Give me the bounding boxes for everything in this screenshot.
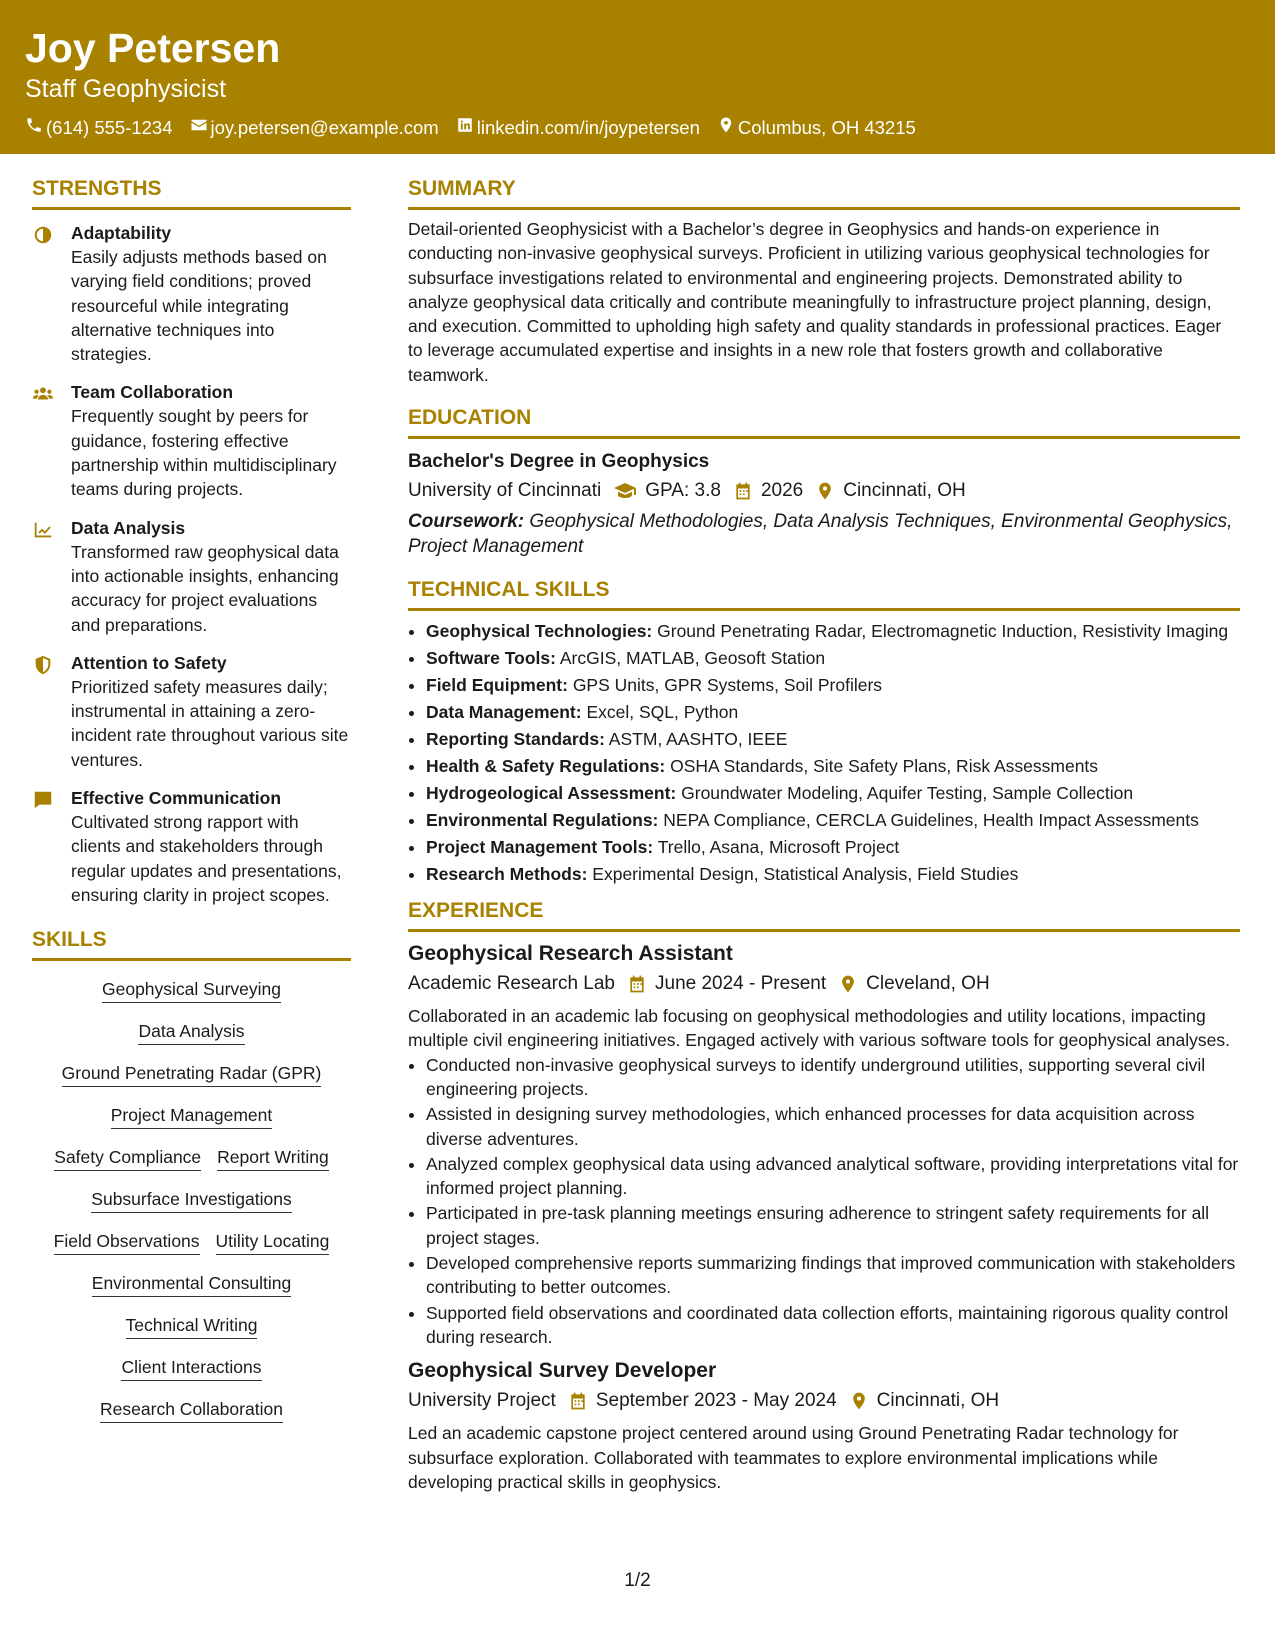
users-icon bbox=[32, 383, 54, 405]
job-meta bbox=[408, 1387, 1240, 1415]
skill-tag: Technical Writing bbox=[126, 1313, 258, 1339]
skill-tag: Report Writing bbox=[217, 1145, 329, 1171]
skill-tag: Subsurface Investigations bbox=[91, 1187, 291, 1213]
summary-heading: SUMMARY bbox=[408, 176, 1240, 210]
skill-row bbox=[32, 1397, 351, 1423]
education-heading: EDUCATION bbox=[408, 405, 1240, 439]
skill-values: GPS Units, GPR Systems, Soil Profilers bbox=[567, 675, 883, 696]
education-year: 2026 bbox=[760, 480, 804, 502]
skill-category: Hydrogeological Assessment: bbox=[426, 783, 677, 804]
skill-values: Excel, SQL, Python bbox=[581, 702, 739, 723]
skill-tag: Data Analysis bbox=[138, 1019, 244, 1045]
skill-tag: Geophysical Surveying bbox=[102, 977, 281, 1003]
comment-icon bbox=[32, 789, 54, 811]
list-item: • Supported field observations and coordinated data collection efforts, maintaining rigorous quality control during research. bbox=[426, 1301, 1240, 1350]
left-column bbox=[32, 176, 351, 1423]
skill-category: Health & Safety Regulations: bbox=[426, 756, 666, 777]
skill-row bbox=[32, 1313, 351, 1339]
strength-item bbox=[32, 517, 351, 637]
strengths-list bbox=[32, 222, 351, 907]
strength-title: Team Collaboration bbox=[71, 382, 234, 403]
email-text: joy.petersen@example.com bbox=[210, 117, 439, 138]
skill-tag: Research Collaboration bbox=[100, 1397, 283, 1423]
strength-title: Attention to Safety bbox=[71, 652, 227, 673]
education-meta bbox=[408, 477, 1240, 505]
skill-values: Groundwater Modeling, Aquifer Testing, Sample Collection bbox=[676, 783, 1134, 804]
skill-row bbox=[32, 1187, 351, 1213]
calendar-icon bbox=[627, 974, 647, 994]
skill-values: Trello, Asana, Microsoft Project bbox=[653, 837, 900, 858]
map-pin-icon bbox=[815, 481, 835, 501]
list-item: • Conducted non-invasive geophysical surveys to identify underground utilities, supporting several civil engineering projects. bbox=[426, 1053, 1240, 1102]
strength-title: Adaptability bbox=[71, 223, 172, 243]
list-item bbox=[426, 808, 1240, 832]
chart-line-icon bbox=[32, 519, 54, 541]
skill-category: Field Equipment: bbox=[426, 675, 568, 696]
calendar-icon bbox=[733, 481, 753, 501]
job-description: Collaborated in an academic lab focusing on geophysical methodologies and utility locations, impacting multiple civil engineering initiatives. Engaged actively with various software tools for geophysical analyses. bbox=[408, 1006, 1230, 1051]
job-title: Geophysical Research Assistant bbox=[408, 942, 733, 966]
list-item bbox=[426, 862, 1240, 886]
education-school: University of Cincinnati bbox=[408, 480, 602, 502]
skill-category: Environmental Regulations: bbox=[426, 810, 659, 831]
job-description: Led an academic capstone project centered around using Ground Penetrating Radar technology for subsurface exploration. Collaborated with teammates to explore environmental implications while developing practical skills in geophysics. bbox=[408, 1423, 1179, 1492]
skills-heading: SKILLS bbox=[32, 927, 351, 961]
contact-email[interactable] bbox=[190, 116, 439, 140]
map-pin-icon bbox=[849, 1391, 869, 1411]
skill-category: Geophysical Technologies: bbox=[426, 621, 653, 642]
contact-linkedin[interactable] bbox=[456, 116, 700, 140]
contact-phone[interactable] bbox=[25, 116, 173, 140]
technical-skills-list bbox=[408, 619, 1240, 886]
skill-row bbox=[32, 977, 351, 1003]
strength-title: Data Analysis bbox=[71, 517, 186, 538]
list-item bbox=[426, 781, 1240, 805]
job-bullets bbox=[408, 1053, 1240, 1350]
skill-category: Software Tools: bbox=[426, 648, 556, 669]
skill-category: Data Management: bbox=[426, 702, 582, 723]
skill-row bbox=[32, 1061, 351, 1087]
education-degree: Bachelor's Degree in Geophysics bbox=[408, 451, 710, 473]
strength-item bbox=[32, 381, 351, 501]
phone-text: (614) 555-1234 bbox=[46, 117, 173, 138]
candidate-name: Joy Petersen bbox=[25, 25, 281, 71]
coursework-label: Coursework: bbox=[408, 511, 525, 533]
list-item bbox=[426, 646, 1240, 670]
skill-tag: Field Observations bbox=[54, 1229, 200, 1255]
strength-desc: Transformed raw geophysical data into actionable insights, enhancing accuracy for project evaluations and preparations. bbox=[71, 541, 339, 635]
resume-header bbox=[0, 0, 1275, 154]
skill-row bbox=[32, 1355, 351, 1381]
map-pin-icon bbox=[717, 116, 738, 140]
skill-values: ASTM, AASHTO, IEEE bbox=[604, 729, 788, 750]
list-item bbox=[426, 754, 1240, 778]
strength-desc: Prioritized safety measures daily; instrumental in attaining a zero-incident rate throughout various site ventures. bbox=[71, 676, 349, 770]
linkedin-icon bbox=[456, 116, 477, 140]
candidate-title: Staff Geophysicist bbox=[25, 75, 227, 103]
job-dates: June 2024 - Present bbox=[655, 973, 827, 995]
job-location: Cleveland, OH bbox=[866, 973, 990, 995]
skill-row bbox=[32, 1271, 351, 1297]
right-column bbox=[408, 176, 1240, 1494]
location-text: Columbus, OH 43215 bbox=[737, 117, 916, 138]
skill-tag: Project Management bbox=[111, 1103, 272, 1129]
skill-tag: Ground Penetrating Radar (GPR) bbox=[62, 1061, 322, 1087]
skill-tag: Safety Compliance bbox=[54, 1145, 201, 1171]
list-item bbox=[426, 835, 1240, 859]
shield-icon bbox=[32, 654, 54, 676]
skill-values: Ground Penetrating Radar, Electromagnetic Induction, Resistivity Imaging bbox=[652, 621, 1229, 642]
strength-desc: Cultivated strong rapport with clients and stakeholders through regular updates and presentations, ensuring clarity in project scopes. bbox=[71, 812, 342, 905]
envelope-icon bbox=[190, 116, 211, 140]
phone-icon bbox=[25, 116, 46, 140]
graduation-cap-icon bbox=[613, 479, 637, 503]
skill-row bbox=[32, 1103, 351, 1129]
strength-desc: Easily adjusts methods based on varying field conditions; proved resourceful while integrating alternative techniques into strategies. bbox=[71, 247, 327, 365]
skill-category: Project Management Tools: bbox=[426, 837, 654, 858]
map-pin-icon bbox=[838, 974, 858, 994]
job-entry bbox=[408, 1357, 1240, 1494]
strength-desc: Frequently sought by peers for guidance, fostering effective partnership within multidisciplinary teams during projects. bbox=[71, 406, 337, 500]
list-item: • Participated in pre-task planning meetings ensuring adherence to stringent safety requirements for all project stages. bbox=[426, 1201, 1240, 1250]
skill-values: NEPA Compliance, CERCLA Guidelines, Health Impact Assessments bbox=[658, 810, 1199, 831]
list-item: • Analyzed complex geophysical data using advanced analytical software, providing interpretations vital for informed project planning. bbox=[426, 1152, 1240, 1201]
strength-item bbox=[32, 787, 351, 907]
calendar-icon bbox=[568, 1391, 588, 1411]
list-item bbox=[426, 727, 1240, 751]
list-item: • Developed comprehensive reports summarizing findings that improved communication with stakeholders contributing to better outcomes. bbox=[426, 1251, 1240, 1300]
coursework bbox=[408, 509, 1240, 559]
skill-tag: Utility Locating bbox=[216, 1229, 330, 1255]
job-entry bbox=[408, 940, 1240, 1349]
contact-location bbox=[717, 116, 916, 140]
job-org: Academic Research Lab bbox=[408, 973, 615, 995]
technical-skills-heading: TECHNICAL SKILLS bbox=[408, 577, 1240, 611]
list-item bbox=[426, 619, 1240, 643]
education-location: Cincinnati, OH bbox=[843, 480, 966, 502]
job-dates: September 2023 - May 2024 bbox=[595, 1390, 837, 1412]
skill-tag: Environmental Consulting bbox=[92, 1271, 291, 1297]
skill-values: OSHA Standards, Site Safety Plans, Risk Assessments bbox=[665, 756, 1099, 777]
skill-category: Reporting Standards: bbox=[426, 729, 605, 750]
list-item: • Assisted in designing survey methodologies, which enhanced processes for data acquisition across diverse adventures. bbox=[426, 1102, 1240, 1151]
education-gpa: GPA: 3.8 bbox=[645, 480, 721, 502]
strength-title: Effective Communication bbox=[71, 788, 282, 809]
job-title: Geophysical Survey Developer bbox=[408, 1359, 717, 1383]
skill-category: Research Methods: bbox=[426, 864, 588, 885]
summary-text: Detail-oriented Geophysicist with a Bachelor’s degree in Geophysics and hands-on experience in conducting non-invasive geophysical surveys. Proficient in utilizing various geophysical technologies for subsurface investigations related to environmental and engineering projects. Demonstrated ability to analyze geophysical data critically and contribute meaningfully to infrastructure project planning, design, and execution. Committed to upholding high safety and quality standards in professional practices. Eager to leverage accumulated expertise and insights in a new role that fosters growth and collaborative teamwork. bbox=[408, 219, 1222, 385]
skill-row bbox=[32, 1019, 351, 1045]
page-number: 1/2 bbox=[624, 1570, 651, 1591]
strength-item bbox=[32, 652, 351, 772]
job-org: University Project bbox=[408, 1390, 556, 1412]
skill-row bbox=[32, 1229, 351, 1255]
job-meta bbox=[408, 970, 1240, 998]
half-circle-icon bbox=[32, 224, 54, 246]
coursework-list: Geophysical Methodologies, Data Analysis Techniques, Environmental Geophysics, Project Management bbox=[408, 511, 1233, 558]
skill-row bbox=[32, 1145, 351, 1171]
list-item bbox=[426, 673, 1240, 697]
contact-bar bbox=[25, 116, 933, 140]
skill-values: Experimental Design, Statistical Analysis, Field Studies bbox=[587, 864, 1019, 885]
skill-tag: Client Interactions bbox=[121, 1355, 261, 1381]
skill-values: ArcGIS, MATLAB, Geosoft Station bbox=[555, 648, 826, 669]
strength-item bbox=[32, 222, 351, 366]
job-location: Cincinnati, OH bbox=[876, 1390, 1000, 1412]
linkedin-text: linkedin.com/in/joypetersen bbox=[476, 117, 700, 138]
skills-tags bbox=[32, 977, 351, 1423]
strengths-heading: STRENGTHS bbox=[32, 176, 351, 210]
experience-heading: EXPERIENCE bbox=[408, 898, 1240, 932]
list-item bbox=[426, 700, 1240, 724]
